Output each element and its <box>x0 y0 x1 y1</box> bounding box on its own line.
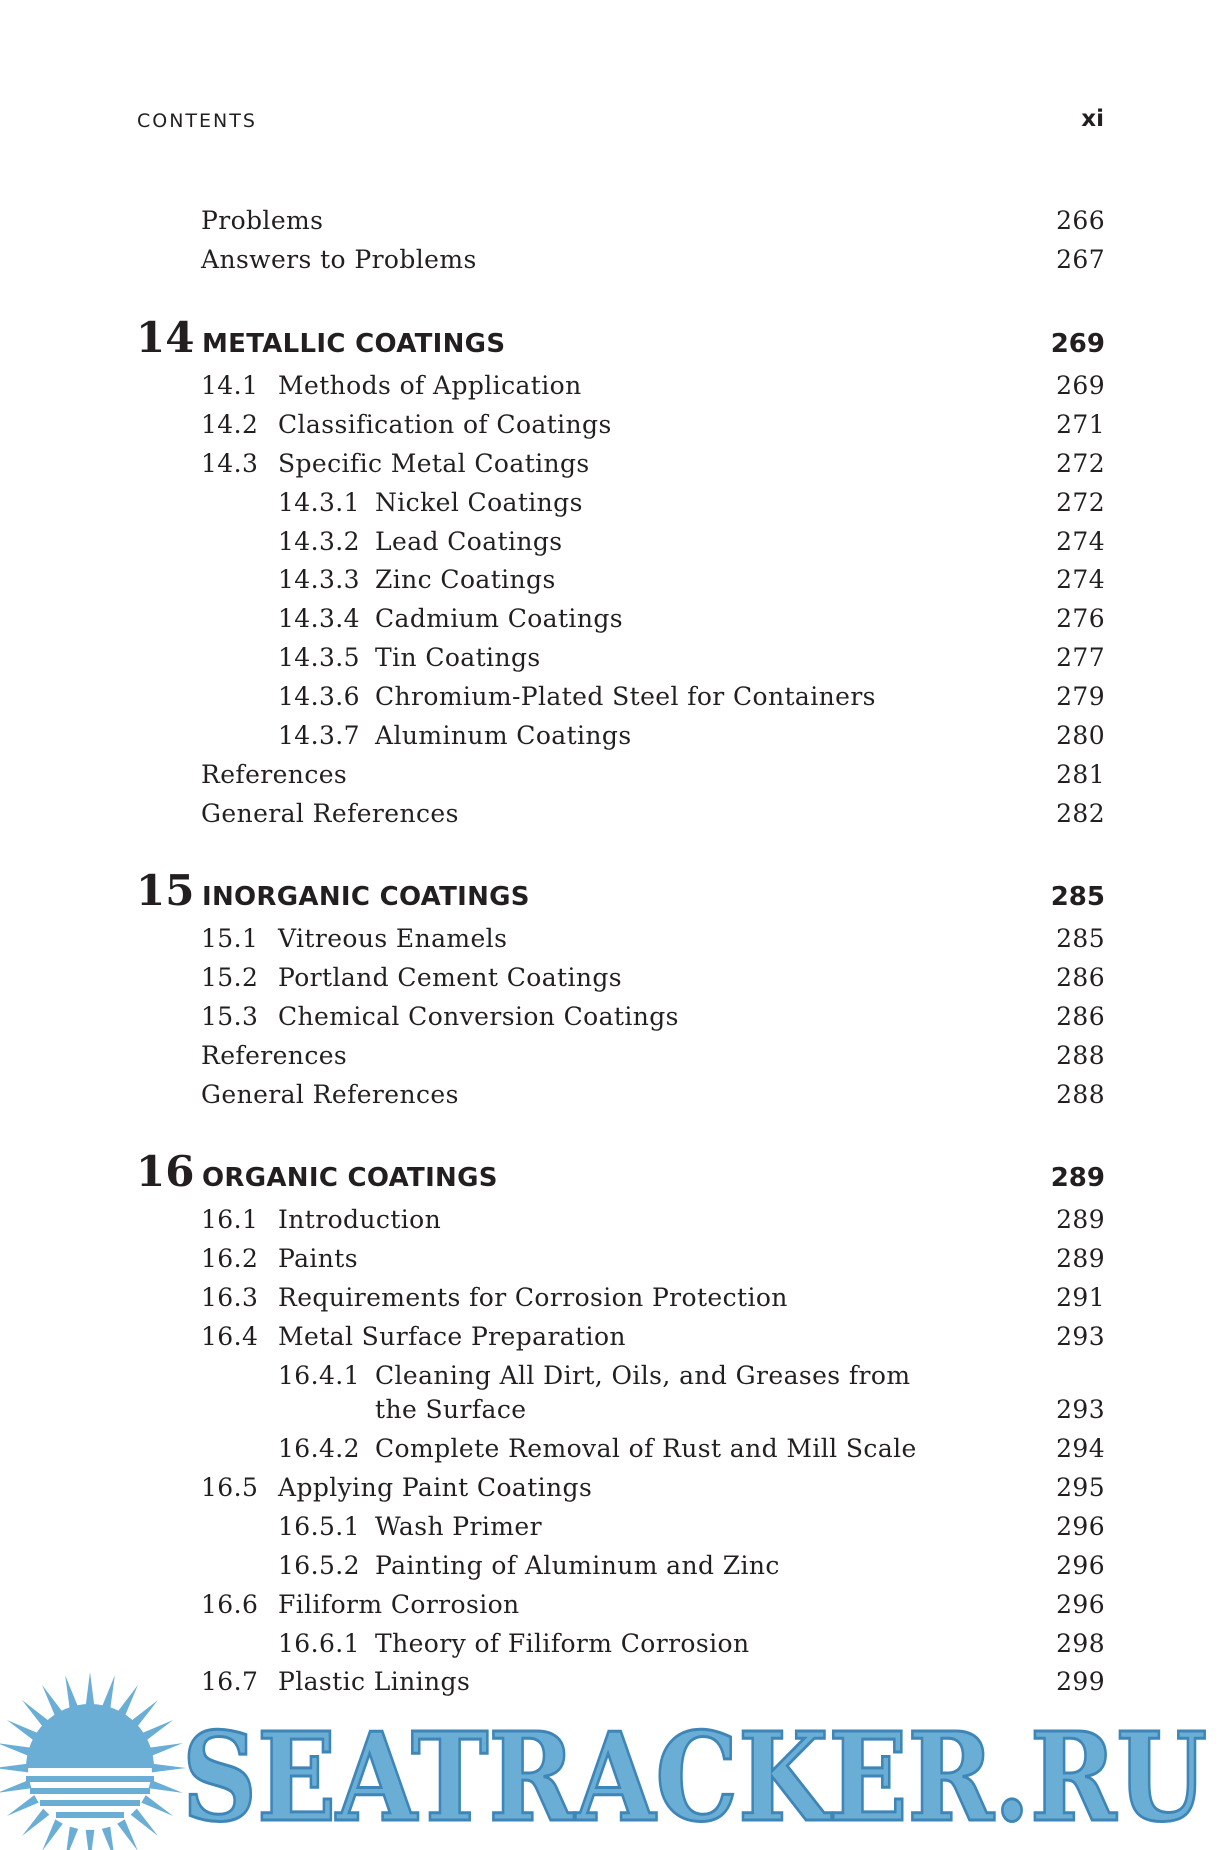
sun-ray <box>42 1819 63 1850</box>
toc-entry[interactable] <box>0 643 1225 682</box>
chapter-number: 16 <box>136 1147 195 1196</box>
toc-entry[interactable] <box>0 488 1225 527</box>
entry-page: 293 <box>1056 1395 1105 1424</box>
toc-entry[interactable] <box>0 799 1225 838</box>
sunburst-icon <box>0 1672 186 1850</box>
entry-title: Requirements for Corrosion Protection <box>278 1283 788 1312</box>
sun-ray <box>86 1672 95 1706</box>
entry-title: Chromium-Plated Steel for Containers <box>375 682 876 711</box>
toc-entry[interactable] <box>0 760 1225 799</box>
toc-entry[interactable] <box>0 1002 1225 1041</box>
chapter-title: INORGANIC COATINGS <box>202 882 530 912</box>
entry-page: 298 <box>1056 1629 1105 1658</box>
running-head: CONTENTS <box>137 110 257 132</box>
entry-title: Painting of Aluminum and Zinc <box>375 1551 780 1580</box>
chapter-title: METALLIC COATINGS <box>202 329 506 359</box>
entry-title: Cleaning All Dirt, Oils, and Greases from <box>375 1361 911 1390</box>
entry-title-continued: the Surface <box>375 1395 527 1424</box>
entry-title: Zinc Coatings <box>375 565 556 594</box>
sun-ray <box>131 1809 158 1836</box>
chapter-heading[interactable] <box>0 313 1225 369</box>
entry-page: 289 <box>1056 1205 1105 1234</box>
sun-ray <box>0 1743 31 1756</box>
sun-ray <box>7 1795 39 1816</box>
subsection-number: 16.4.1 <box>278 1361 360 1390</box>
subsection-number: 16.5.2 <box>278 1551 360 1580</box>
entry-title: References <box>201 760 348 789</box>
entry-page: 296 <box>1056 1512 1105 1541</box>
toc-entry[interactable] <box>0 527 1225 566</box>
entry-title: Classification of Coatings <box>278 410 612 439</box>
subsection-number: 14.3.2 <box>278 527 360 556</box>
entry-page: 288 <box>1056 1041 1105 1070</box>
entry-page: 272 <box>1056 488 1105 517</box>
entry-title: Problems <box>201 206 324 235</box>
subsection-number: 14.3.7 <box>278 721 360 750</box>
chapter-number: 15 <box>136 866 195 915</box>
section-number: 15.1 <box>201 924 259 953</box>
entry-title: Wash Primer <box>375 1512 542 1541</box>
entry-page: 288 <box>1056 1080 1105 1109</box>
chapter-heading[interactable] <box>0 866 1225 922</box>
toc-entry[interactable] <box>0 924 1225 963</box>
entry-title: Methods of Application <box>278 371 582 400</box>
section-number: 16.3 <box>201 1283 259 1312</box>
entry-title: Complete Removal of Rust and Mill Scale <box>375 1434 917 1463</box>
entry-title: Aluminum Coatings <box>375 721 632 750</box>
entry-page: 293 <box>1056 1322 1105 1351</box>
entry-page: 280 <box>1056 721 1105 750</box>
toc-entry[interactable] <box>0 371 1225 410</box>
entry-title: Applying Paint Coatings <box>278 1473 593 1502</box>
toc-entry[interactable] <box>0 565 1225 604</box>
chapter-title: ORGANIC COATINGS <box>202 1163 498 1193</box>
entry-title: References <box>201 1041 348 1070</box>
entry-page: 299 <box>1056 1667 1105 1696</box>
chapter-page: 289 <box>1050 1163 1105 1193</box>
entry-page: 285 <box>1056 924 1105 953</box>
toc-entry[interactable] <box>0 1590 1225 1629</box>
section-number: 16.5 <box>201 1473 259 1502</box>
entry-page: 276 <box>1056 604 1105 633</box>
entry-title: Portland Cement Coatings <box>278 963 622 992</box>
sun-ray <box>22 1809 49 1836</box>
sun-ray <box>141 1795 173 1816</box>
entry-page: 274 <box>1056 565 1105 594</box>
toc-entry[interactable] <box>0 410 1225 449</box>
entry-page: 286 <box>1056 1002 1105 1031</box>
toc-entry[interactable] <box>0 1361 1225 1433</box>
entry-page: 286 <box>1056 963 1105 992</box>
toc-entry[interactable] <box>0 245 1225 284</box>
toc-entry[interactable] <box>0 682 1225 721</box>
subsection-number: 14.3.3 <box>278 565 360 594</box>
subsection-number: 14.3.6 <box>278 682 360 711</box>
entry-page: 274 <box>1056 527 1105 556</box>
chapter-page: 285 <box>1050 882 1105 912</box>
chapter-heading[interactable] <box>0 1147 1225 1203</box>
section-number: 16.4 <box>201 1322 259 1351</box>
sun-ray <box>102 1675 115 1709</box>
watermark-text: SEATRACKER.RU <box>182 1705 1207 1849</box>
sun-ray <box>152 1764 186 1773</box>
toc-entry[interactable] <box>0 1205 1225 1244</box>
entry-title: Tin Coatings <box>375 643 541 672</box>
toc-entry[interactable] <box>0 1080 1225 1119</box>
toc-entry[interactable] <box>0 1244 1225 1283</box>
watermark <box>0 1660 1225 1850</box>
entry-title: Metal Surface Preparation <box>278 1322 626 1351</box>
subsection-number: 16.5.1 <box>278 1512 360 1541</box>
section-number: 16.2 <box>201 1244 259 1273</box>
entry-page: 294 <box>1056 1434 1105 1463</box>
entry-page: 296 <box>1056 1551 1105 1580</box>
sun-ray <box>117 1819 138 1850</box>
toc-entry[interactable] <box>0 1434 1225 1473</box>
entry-page: 282 <box>1056 799 1105 828</box>
subsection-number: 14.3.1 <box>278 488 360 517</box>
sun-ray <box>65 1675 78 1709</box>
sun-ray <box>0 1764 28 1773</box>
chapter-number: 14 <box>136 313 195 362</box>
subsection-number: 16.6.1 <box>278 1629 360 1658</box>
toc-entry[interactable] <box>0 604 1225 643</box>
entry-page: 277 <box>1056 643 1105 672</box>
entry-title: Introduction <box>278 1205 442 1234</box>
section-number: 15.3 <box>201 1002 259 1031</box>
entry-page: 272 <box>1056 449 1105 478</box>
entry-title: Theory of Filiform Corrosion <box>375 1629 750 1658</box>
entry-title: Plastic Linings <box>278 1667 471 1696</box>
entry-page: 269 <box>1056 371 1105 400</box>
section-number: 16.6 <box>201 1590 259 1619</box>
toc-entry[interactable] <box>0 1473 1225 1512</box>
entry-title: General References <box>201 1080 459 1109</box>
entry-page: 271 <box>1056 410 1105 439</box>
entry-page: 296 <box>1056 1590 1105 1619</box>
entry-title: Paints <box>278 1244 358 1273</box>
section-number: 16.1 <box>201 1205 259 1234</box>
section-number: 16.7 <box>201 1667 259 1696</box>
toc-entry[interactable] <box>0 1322 1225 1361</box>
entry-page: 295 <box>1056 1473 1105 1502</box>
page-number: xi <box>1081 106 1104 132</box>
sun-ray <box>86 1830 95 1850</box>
subsection-number: 14.3.4 <box>278 604 360 633</box>
entry-title: Answers to Problems <box>201 245 477 274</box>
section-number: 14.2 <box>201 410 259 439</box>
entry-page: 291 <box>1056 1283 1105 1312</box>
entry-title: Filiform Corrosion <box>278 1590 520 1619</box>
section-number: 14.1 <box>201 371 259 400</box>
entry-page: 289 <box>1056 1244 1105 1273</box>
toc-entry[interactable] <box>0 449 1225 488</box>
subsection-number: 16.4.2 <box>278 1434 360 1463</box>
entry-page: 266 <box>1056 206 1105 235</box>
entry-page: 267 <box>1056 245 1105 274</box>
entry-title: Vitreous Enamels <box>278 924 508 953</box>
entry-page: 279 <box>1056 682 1105 711</box>
entry-title: General References <box>201 799 459 828</box>
entry-page: 281 <box>1056 760 1105 789</box>
entry-title: Chemical Conversion Coatings <box>278 1002 679 1031</box>
toc-entry[interactable] <box>0 721 1225 760</box>
toc-entry[interactable] <box>0 1512 1225 1551</box>
entry-title: Specific Metal Coatings <box>278 449 590 478</box>
entry-title: Nickel Coatings <box>375 488 583 517</box>
toc-entry[interactable] <box>0 206 1225 245</box>
toc-entry[interactable] <box>0 1041 1225 1080</box>
sun-ray <box>149 1743 183 1756</box>
toc-entry[interactable] <box>0 963 1225 1002</box>
toc-entry[interactable] <box>0 1283 1225 1322</box>
subsection-number: 14.3.5 <box>278 643 360 672</box>
entry-title: Lead Coatings <box>375 527 563 556</box>
sun-ray <box>102 1827 115 1850</box>
chapter-page: 269 <box>1050 329 1105 359</box>
section-number: 15.2 <box>201 963 259 992</box>
sun-ray <box>65 1827 78 1850</box>
toc-entry[interactable] <box>0 1551 1225 1590</box>
entry-title: Cadmium Coatings <box>375 604 623 633</box>
section-number: 14.3 <box>201 449 259 478</box>
